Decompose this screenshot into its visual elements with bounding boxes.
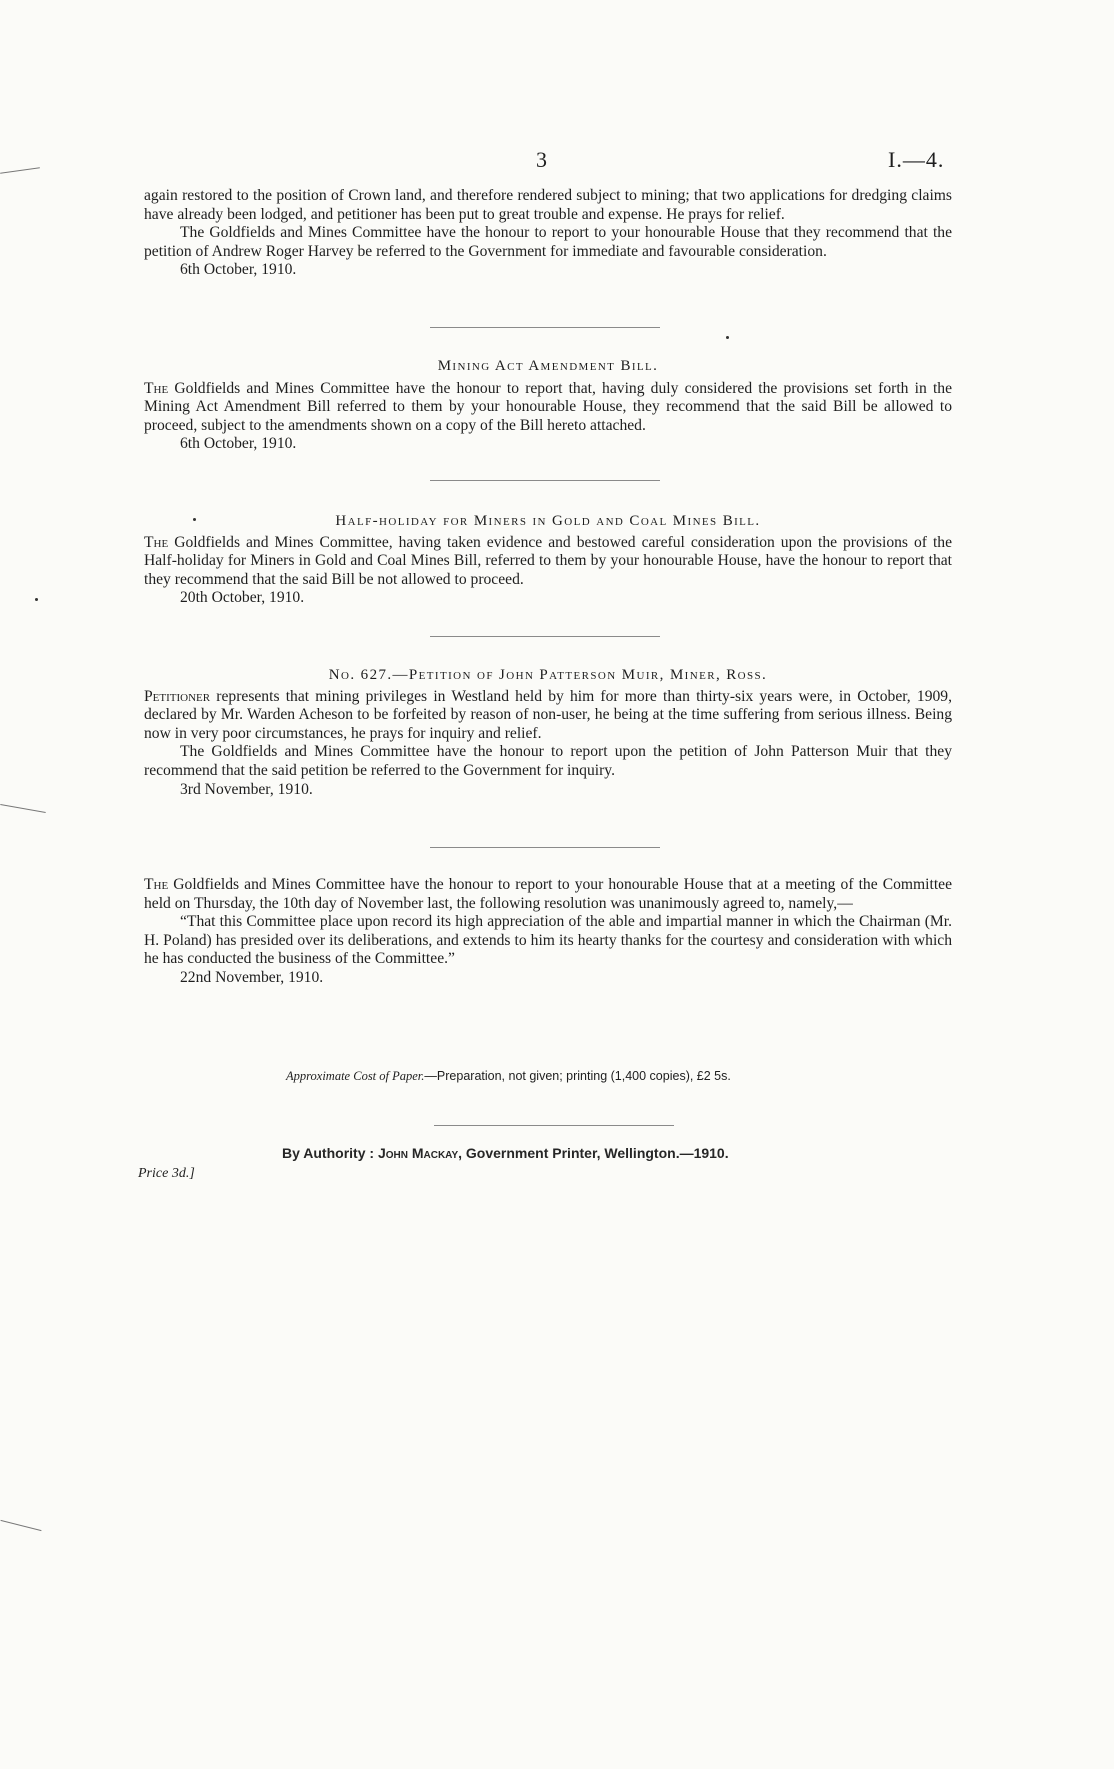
cost-text: —Preparation, not given; printing (1,400 copies), £2 5s. xyxy=(424,1069,731,1083)
cost-label: Approximate Cost of Paper. xyxy=(286,1069,425,1083)
section-body xyxy=(144,876,952,913)
section-date: 20th October, 1910. xyxy=(180,589,305,607)
petitioner-name: John Patterson Muir xyxy=(499,667,660,683)
body-text: represents that mining privileges in Westland held by him for more than thirty-six years were, in October, 1909, declared by Mr. Warden Acheson to be forfeited by reason of non-user, he being at the time suffering from serious illness. Being now in very poor circumstances, he prays for inquiry and relief. xyxy=(144,687,952,742)
intro-date: 6th October, 1910. xyxy=(180,261,297,279)
authority-suffix: , Government Printer, Wellington.—1910. xyxy=(458,1145,729,1161)
intro-paragraph: again restored to the position of Crown land, and therefore rendered subject to mining; that two applications for dredging claims have already been lodged, and petitioner has been put to great trouble and expense. He prays for relief. xyxy=(144,187,952,223)
lead-word: The xyxy=(144,379,169,397)
footer-divider xyxy=(434,1125,674,1126)
section-divider xyxy=(430,636,660,637)
price-label: Price 3d.] xyxy=(138,1166,195,1181)
printer-name: John Mackay xyxy=(377,1145,459,1161)
section-heading: Half-holiday for Miners in Gold and Coal Mines Bill. xyxy=(335,513,761,529)
scan-mark xyxy=(0,804,45,813)
section-heading xyxy=(144,666,952,685)
petition-report-paragraph: The Goldfields and Mines Committee have the honour to report upon the petition of John Patterson Muir that they recommend that the said petition be referred to the Government for inquiry. xyxy=(144,743,952,779)
scan-speck xyxy=(726,336,729,339)
lead-word: The xyxy=(144,876,169,893)
section-date: 22nd November, 1910. xyxy=(180,968,324,986)
section-divider xyxy=(430,847,660,848)
section-body xyxy=(144,380,952,436)
scan-speck xyxy=(193,518,196,521)
body-text: Goldfields and Mines Committee have the honour to report to your honourable House that at a meeting of the Committee held on Thursday, the 10th day of November last, the following resolution was unanimously agreed to, namely,— xyxy=(144,876,952,912)
section-divider xyxy=(430,327,660,328)
petition-section xyxy=(144,666,952,799)
heading-prefix: No. 627.—Petition of xyxy=(328,667,494,683)
lead-word: The xyxy=(144,533,169,551)
mining-act-section xyxy=(144,357,952,454)
intro-section xyxy=(144,187,952,280)
section-date: 3rd November, 1910. xyxy=(180,780,313,798)
authority-prefix: By Authority : xyxy=(282,1145,375,1161)
cost-of-paper xyxy=(286,1069,731,1084)
heading-suffix: , Miner, Ross. xyxy=(659,667,768,683)
scan-speck xyxy=(35,598,38,601)
resolution-section xyxy=(144,876,952,988)
section-heading: Mining Act Amendment Bill. xyxy=(437,358,659,374)
paper-reference: I.—4. xyxy=(888,147,945,172)
page-number: 3 xyxy=(536,147,547,172)
body-text: Goldfields and Mines Committee, having taken evidence and bestowed careful consideration upon the provisions of the Half-holiday for Miners in Gold and Coal Mines Bill, referred to them by your honourable House, have the honour to report that they recommend that the said Bill be not allowed to proceed. xyxy=(144,533,952,588)
page-header xyxy=(0,147,1114,173)
section-divider xyxy=(430,480,660,481)
scan-mark xyxy=(1,1520,42,1531)
lead-word: Petitioner xyxy=(144,687,211,705)
resolution-quote: “That this Committee place upon record its high appreciation of the able and impartial manner in which the Chairman (Mr. H. Poland) has presided over its deliberations, and extends to him its hearty thanks for the courtesy and consideration with which he has conducted the business of the Committee.” xyxy=(144,913,952,968)
body-text: Goldfields and Mines Committee have the honour to report that, having duly considered the provisions set forth in the Mining Act Amendment Bill referred to them by your honourable House, they recommend that the said Bill be allowed to proceed, subject to the amendments shown on a copy of the Bill hereto attached. xyxy=(144,379,952,434)
intro-report-paragraph: The Goldfields and Mines Committee have the honour to report to your honourable House that they recommend that the petition of Andrew Roger Harvey be referred to the Government for immediate and favourable consideration. xyxy=(144,224,952,260)
section-body xyxy=(144,534,952,590)
authority-imprint xyxy=(282,1145,729,1161)
section-body xyxy=(144,688,952,744)
section-date: 6th October, 1910. xyxy=(180,435,297,453)
half-holiday-section xyxy=(144,512,952,608)
